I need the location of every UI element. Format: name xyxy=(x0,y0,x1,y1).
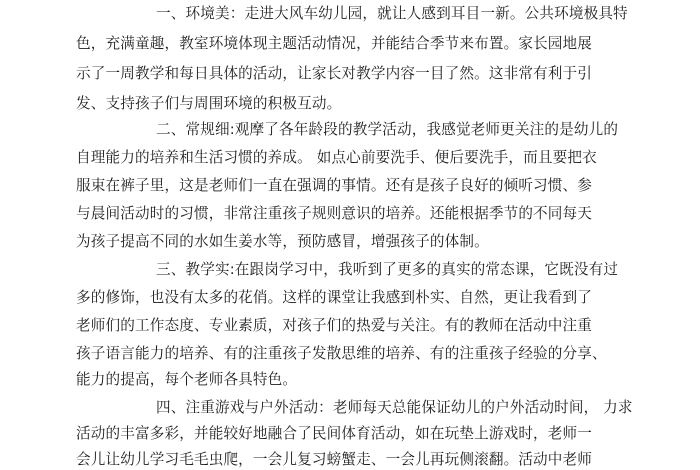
paragraph-3-line-5: 能力的提高，每个老师各具特色。 xyxy=(76,371,298,388)
paragraph-1-line-3: 示了一周教学和每日具体的活动，让家长对教学内容一目了然。这非常有利于引 xyxy=(76,65,593,82)
paragraph-3-line-4: 孩子语言能力的培养、有的注重孩子发散思维的培养、有的注重孩子经验的分享、 xyxy=(76,345,607,362)
paragraph-2-line-2: 自理能力的培养和生活习惯的养成。 如点心前要洗手、便后要洗手，而且要把衣 xyxy=(76,149,597,166)
paragraph-2-line-5: 为孩子提高不同的水如生姜水等，预防感冒，增强孩子的体制。 xyxy=(76,233,489,250)
paragraph-4-line-1: 四、注重游戏与户外活动：老师每天总能保证幼儿的户外活动时间， 力求 xyxy=(156,399,633,416)
paragraph-1-line-4: 发、支持孩子们与周围环境的积极互动。 xyxy=(76,95,342,112)
paragraph-4-line-3: 会儿让幼儿学习毛毛虫爬，一会儿复习螃蟹走、一会儿再玩侧滚翻。活动中老师 xyxy=(76,451,593,468)
paragraph-3-line-2: 多的修饰，也没有太多的花俏。这样的课堂让我感到朴实、自然，更让我看到了 xyxy=(76,289,593,306)
paragraph-1-line-1: 一、环境美：走进大风车幼儿园，就让人感到耳目一新。公共环境极具特 xyxy=(156,5,628,22)
paragraph-1-line-2: 色，充满童趣，教室环境体现主题活动情况，并能结合季节来布置。家长园地展 xyxy=(76,35,593,52)
paragraph-4-line-2: 活动的丰富多彩，并能较好地融合了民间体育活动，如在玩垫上游戏时，老师一 xyxy=(76,425,593,442)
paragraph-2-line-1: 二、常规细:观摩了各年龄段的教学活动，我感觉老师更关注的是幼儿的 xyxy=(156,121,619,138)
paragraph-3-line-1: 三、教学实:在跟岗学习中，我听到了更多的真实的常态课，它既没有过 xyxy=(156,261,619,278)
paragraph-2-line-4: 与晨间活动时的习惯，非常注重孩子规则意识的培养。还能根据季节的不同每天 xyxy=(76,205,593,222)
paragraph-3-line-3: 老师们的工作态度、专业素质，对孩子们的热爱与关注。有的教师在活动中注重 xyxy=(76,317,593,334)
paragraph-2-line-3: 服束在裤子里，这是老师们一直在强调的事情。还有是孩子良好的倾听习惯、参 xyxy=(76,177,593,194)
